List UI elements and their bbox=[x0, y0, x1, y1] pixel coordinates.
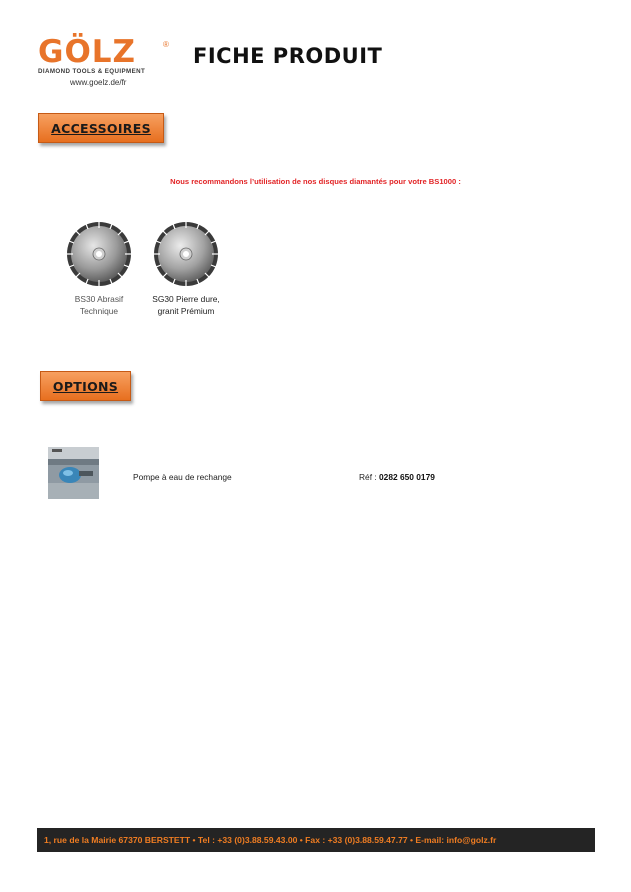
option-ref-label: Réf : bbox=[359, 472, 377, 482]
section-label-options: OPTIONS bbox=[52, 378, 119, 394]
diamond-blade-icon bbox=[66, 221, 132, 287]
brand-logo: GÖLZ bbox=[38, 34, 137, 70]
water-pump-photo bbox=[48, 447, 99, 499]
product-caption bbox=[49, 293, 149, 317]
product-name-line2: granit Prémium bbox=[157, 306, 215, 316]
option-name: Pompe à eau de rechange bbox=[133, 472, 232, 482]
footer-contact-text: 1, rue de la Mairie 67370 BERSTETT • Tel : +33 (0)3.88.59.43.00 • Fax : +33 (0)3.88.59.47.77 • E-mail: info@golz.fr bbox=[44, 835, 497, 845]
recommendation-text: Nous recommandons l’utilisation de nos disques diamantés pour votre BS1000 : bbox=[170, 177, 461, 186]
diamond-blade-icon bbox=[153, 221, 219, 287]
brand-url[interactable]: www.goelz.de/fr bbox=[70, 78, 127, 87]
product-name-line1: BS30 Abrasif bbox=[74, 294, 124, 304]
product-name-line2: Technique bbox=[79, 306, 119, 316]
registered-mark: ® bbox=[163, 40, 169, 49]
product-caption bbox=[136, 293, 236, 317]
brand-tagline: DIAMOND TOOLS & EQUIPMENT bbox=[38, 68, 146, 75]
section-tab-accessoires bbox=[38, 113, 164, 143]
section-label-accessoires: ACCESSOIRES bbox=[51, 120, 151, 136]
footer-bar bbox=[37, 828, 595, 852]
product-card bbox=[49, 221, 149, 317]
section-tab-options bbox=[40, 371, 131, 401]
product-card bbox=[136, 221, 236, 317]
option-ref-value: 0282 650 0179 bbox=[379, 472, 435, 482]
page-title: FICHE PRODUIT bbox=[193, 44, 383, 68]
product-name-line1: SG30 Pierre dure, bbox=[152, 294, 220, 304]
